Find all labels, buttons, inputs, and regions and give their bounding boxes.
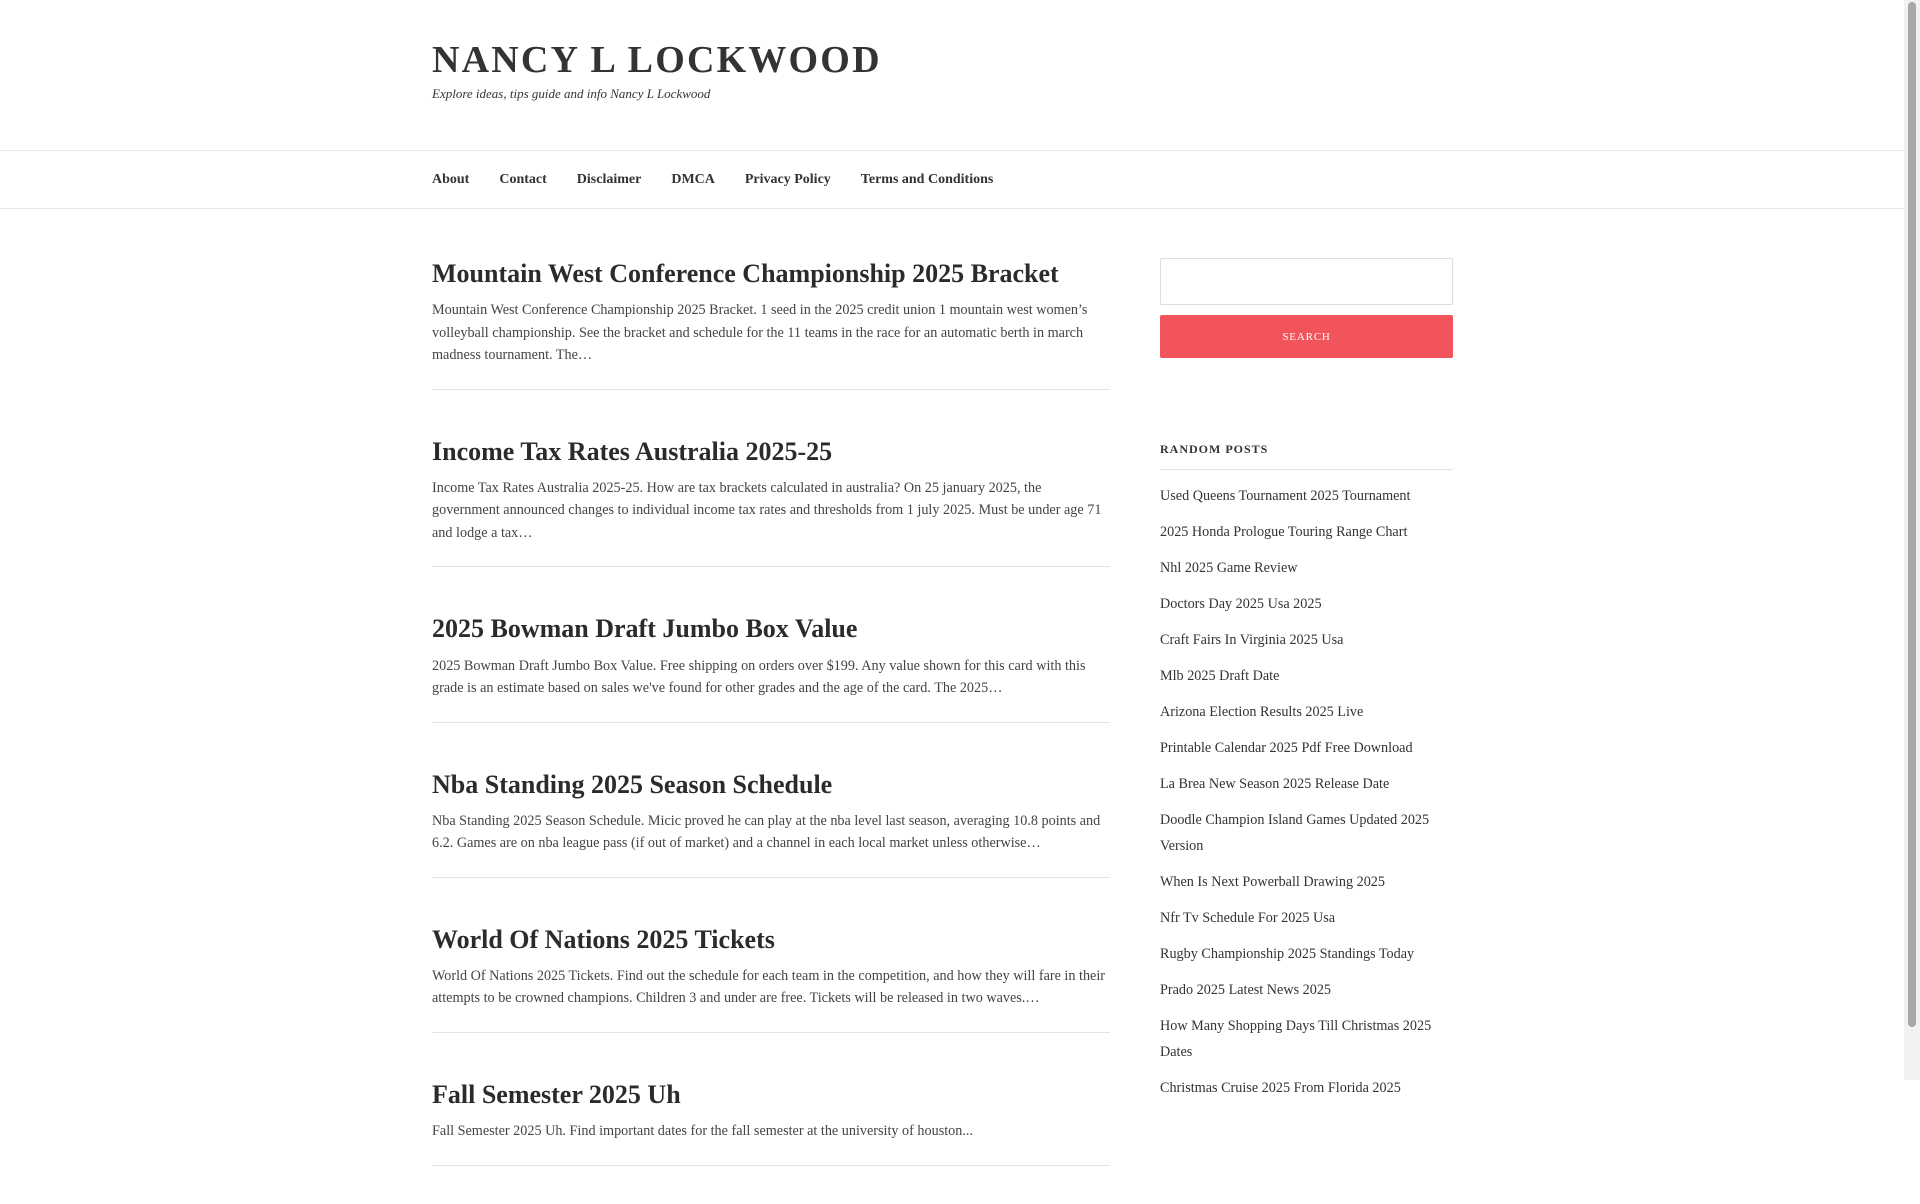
post-item [432, 250, 1110, 390]
random-post-link[interactable]: Doctors Day 2025 Usa 2025 [1160, 596, 1322, 612]
random-post-link[interactable]: 2025 Honda Prologue Touring Range Chart [1160, 524, 1408, 540]
nav-item-about[interactable] [432, 172, 469, 188]
random-post-link[interactable]: How Many Shopping Days Till Christmas 2025 Dates [1160, 1018, 1432, 1060]
nav-link-dmca[interactable]: DMCA [671, 171, 715, 187]
random-post-link[interactable]: Doodle Champion Island Games Updated 2025 Version [1160, 812, 1430, 854]
random-post-link[interactable]: Christmas Cruise 2025 From Florida 2025 [1160, 1080, 1401, 1096]
nav-link-contact[interactable]: Contact [499, 171, 547, 187]
post-title[interactable]: Mountain West Conference Championship 2025 Bracket [432, 259, 1059, 288]
nav-link-about[interactable]: About [432, 171, 470, 187]
post-title[interactable]: World Of Nations 2025 Tickets [432, 924, 775, 954]
random-post-link[interactable]: When Is Next Powerball Drawing 2025 [1160, 874, 1385, 890]
random-post-link[interactable]: La Brea New Season 2025 Release Date [1160, 776, 1390, 792]
random-post-link[interactable]: Nfr Tv Schedule For 2025 Usa [1160, 910, 1336, 926]
post-excerpt: Fall Semester 2025 Uh. Find important dates for the fall semester at the university of houston... [432, 1123, 973, 1140]
random-post-link[interactable]: Mlb 2025 Draft Date [1160, 668, 1280, 684]
sidebar [1160, 258, 1453, 1106]
post-title[interactable]: Income Tax Rates Australia 2025-25 [432, 436, 833, 466]
nav-item-disclaimer[interactable] [577, 172, 642, 188]
post-list [432, 250, 1110, 1204]
nav-list [432, 151, 1023, 208]
post-excerpt: World Of Nations 2025 Tickets. Find out the schedule for each team in the competition, and how they will fare in their attempts to be crowned champions. Children 3 and under are free. Tickets will be released in two waves.… [432, 967, 1106, 1007]
nav-link-terms[interactable]: Terms and Conditions [860, 171, 994, 187]
random-post-link[interactable]: Craft Fairs In Virginia 2025 Usa [1160, 632, 1344, 648]
site-header [0, 0, 1904, 150]
search-button[interactable]: SEARCH [1160, 315, 1453, 358]
post-item [432, 605, 1110, 722]
post-excerpt: Nba Standing 2025 Season Schedule. Micic proved he can play at the nba level last season, averaging 10.8 points and 6.2. Games are on nba league pass (if out of market) and a channel in each local market unless otherwise… [432, 812, 1101, 852]
post-title[interactable]: Fall Semester 2025 Uh [432, 1079, 681, 1109]
nav-item-dmca[interactable] [671, 172, 715, 188]
site-title[interactable]: NANCY L LOCKWOOD [432, 39, 882, 81]
random-post-link[interactable]: Printable Calendar 2025 Pdf Free Download [1160, 740, 1413, 756]
nav-item-contact[interactable] [499, 172, 546, 188]
post-excerpt: Income Tax Rates Australia 2025-25. How are tax brackets calculated in australia? On 25 january 2025, the government announced changes to individual income tax rates and thresholds from 1 july 2025. Must be under age 71 and lodge a tax… [432, 479, 1102, 541]
random-post-link[interactable]: Used Queens Tournament 2025 Tournament [1160, 488, 1411, 504]
post-title[interactable]: Nba Standing 2025 Season Schedule [432, 769, 833, 799]
random-posts-list [1160, 478, 1453, 1106]
search-input[interactable] [1160, 258, 1453, 305]
nav-item-privacy-policy[interactable] [745, 172, 831, 188]
nav-item-terms[interactable] [861, 172, 994, 188]
post-excerpt: Mountain West Conference Championship 2025 Bracket. 1 seed in the 2025 credit union 1 mountain west women’s volleyball championship. See the bracket and schedule for the 11 teams in the race for an automatic berth in march madness tournament. The… [432, 302, 1088, 364]
random-posts-title: RANDOM POSTS [1160, 442, 1453, 470]
main-navigation [0, 150, 1904, 209]
random-post-link[interactable]: Rugby Championship 2025 Standings Today [1160, 946, 1415, 962]
random-post-link[interactable]: Nhl 2025 Game Review [1160, 560, 1298, 576]
random-post-link[interactable]: Arizona Election Results 2025 Live [1160, 704, 1364, 720]
post-item [432, 428, 1110, 568]
nav-link-privacy-policy[interactable]: Privacy Policy [744, 171, 831, 187]
scrollbar-thumb[interactable] [1908, 2, 1916, 1027]
vertical-scrollbar[interactable] [1904, 0, 1920, 1080]
post-item [432, 916, 1110, 1033]
random-post-link[interactable]: Prado 2025 Latest News 2025 [1160, 982, 1332, 998]
post-item [432, 1071, 1110, 1166]
post-excerpt: 2025 Bowman Draft Jumbo Box Value. Free shipping on orders over $199. Any value shown for this card with this grade is an estimate based on sales we've found for other grades and the age of the card. The 2025… [432, 657, 1086, 697]
nav-link-disclaimer[interactable]: Disclaimer [576, 171, 642, 187]
site-tagline: Explore ideas, tips guide and info Nancy L Lockwood [432, 86, 711, 101]
post-item [432, 761, 1110, 878]
post-title[interactable]: 2025 Bowman Draft Jumbo Box Value [432, 614, 858, 644]
